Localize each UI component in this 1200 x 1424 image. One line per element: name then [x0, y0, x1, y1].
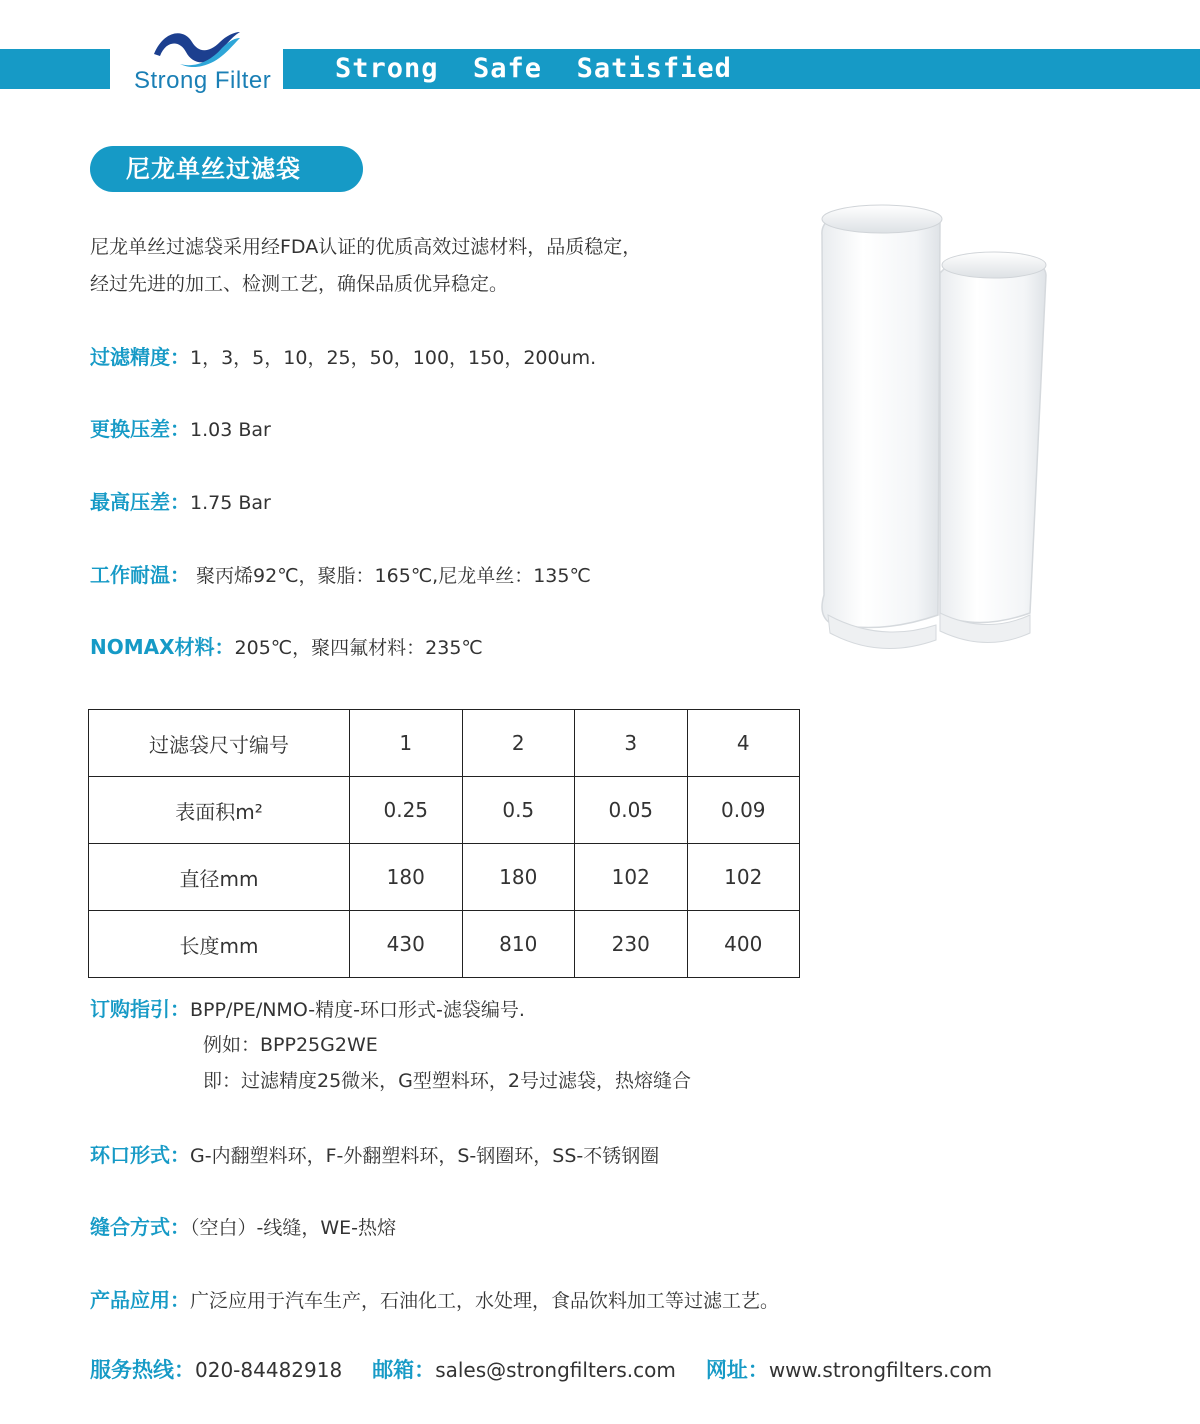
spec-value: G-内翻塑料环，F-外翻塑料环，S-钢圈环，SS-不锈钢圈	[190, 1145, 660, 1167]
spec-key: 更换压差：	[90, 417, 190, 441]
spec-key: 最高压差：	[90, 490, 190, 514]
phone-key: 服务热线：	[90, 1358, 195, 1382]
table-row-label: 长度mm	[89, 911, 350, 978]
brand-name: Strong Filter	[134, 67, 272, 94]
spec-value: 1.03 Bar	[190, 419, 271, 441]
spec-key: 产品应用：	[90, 1288, 190, 1312]
table-row-label: 表面积m²	[89, 777, 350, 844]
spec-value: 1.75 Bar	[190, 492, 271, 514]
table-row	[89, 777, 800, 844]
table-cell: 2	[462, 710, 575, 777]
email-address[interactable]: sales@strongfilters.com	[435, 1358, 676, 1382]
table-cell: 102	[575, 844, 688, 911]
spec-value: 聚丙烯92℃，聚脂：165℃,尼龙单丝：135℃	[190, 565, 591, 587]
table-cell: 180	[462, 844, 575, 911]
spec-key: 工作耐温：	[90, 563, 190, 587]
spec-key: 过滤精度：	[90, 345, 190, 369]
strong-filter-logo-icon	[150, 24, 242, 70]
table-cell: 180	[350, 844, 463, 911]
website-url[interactable]: www.strongfilters.com	[768, 1358, 993, 1382]
spec-value: （空白）-线缝，WE-热熔	[190, 1217, 397, 1239]
spec-value: 205℃，聚四氟材料：235℃	[234, 637, 483, 659]
table-cell: 4	[687, 710, 800, 777]
spec-key: 环口形式：	[90, 1143, 190, 1167]
table-row	[89, 844, 800, 911]
table-row-label: 直径mm	[89, 844, 350, 911]
spec-key: NOMAX材料：	[90, 635, 235, 659]
order-value: BPP/PE/NMO-精度-环口形式-滤袋编号.	[190, 999, 525, 1021]
spec-filter-precision	[90, 341, 596, 370]
spec-application	[90, 1284, 779, 1313]
spec-ring-type	[90, 1139, 659, 1168]
intro-line-2: 经过先进的加工、检测工艺，确保品质优异稳定。	[90, 273, 509, 295]
header-bar-left	[0, 49, 110, 89]
phone-number[interactable]: 020-84482918	[195, 1358, 343, 1382]
table-row-label: 过滤袋尺寸编号	[89, 710, 350, 777]
table-cell: 230	[575, 911, 688, 978]
table-cell: 102	[687, 844, 800, 911]
intro-line-1: 尼龙单丝过滤袋采用经FDA认证的优质高效过滤材料，品质稳定，	[90, 236, 642, 258]
brand-slogan: Strong Safe Satisfied	[335, 53, 732, 84]
order-example: 例如：BPP25G2WE	[203, 1034, 378, 1056]
spec-nomax	[90, 631, 483, 660]
spec-value: 1，3，5，10，25，50，100，150，200um.	[190, 347, 597, 369]
filter-bags-image-icon	[800, 195, 1060, 665]
spec-value: 广泛应用于汽车生产，石油化工，水处理，食品饮料加工等过滤工艺。	[190, 1290, 780, 1312]
contact-line	[90, 1354, 992, 1384]
table-cell: 400	[687, 911, 800, 978]
table-cell: 810	[462, 911, 575, 978]
order-key: 订购指引：	[90, 997, 190, 1021]
table-cell: 0.25	[350, 777, 463, 844]
table-cell: 1	[350, 710, 463, 777]
table-cell: 430	[350, 911, 463, 978]
table-cell: 0.09	[687, 777, 800, 844]
spec-temperature	[90, 559, 591, 588]
product-title: 尼龙单丝过滤袋	[90, 146, 363, 192]
spec-seam	[90, 1211, 396, 1240]
email-key: 邮箱：	[372, 1358, 436, 1382]
spec-key: 缝合方式：	[90, 1215, 190, 1239]
table-row	[89, 710, 800, 777]
website-key: 网址：	[705, 1358, 769, 1382]
order-explain: 即：过滤精度25微米，G型塑料环，2号过滤袋，热熔缝合	[203, 1070, 691, 1092]
table-row	[89, 911, 800, 978]
table-cell: 0.5	[462, 777, 575, 844]
spec-max-pressure	[90, 486, 271, 515]
spec-change-pressure	[90, 413, 271, 442]
table-cell: 0.05	[575, 777, 688, 844]
table-cell: 3	[575, 710, 688, 777]
size-table	[88, 709, 800, 978]
order-guide	[90, 993, 525, 1022]
